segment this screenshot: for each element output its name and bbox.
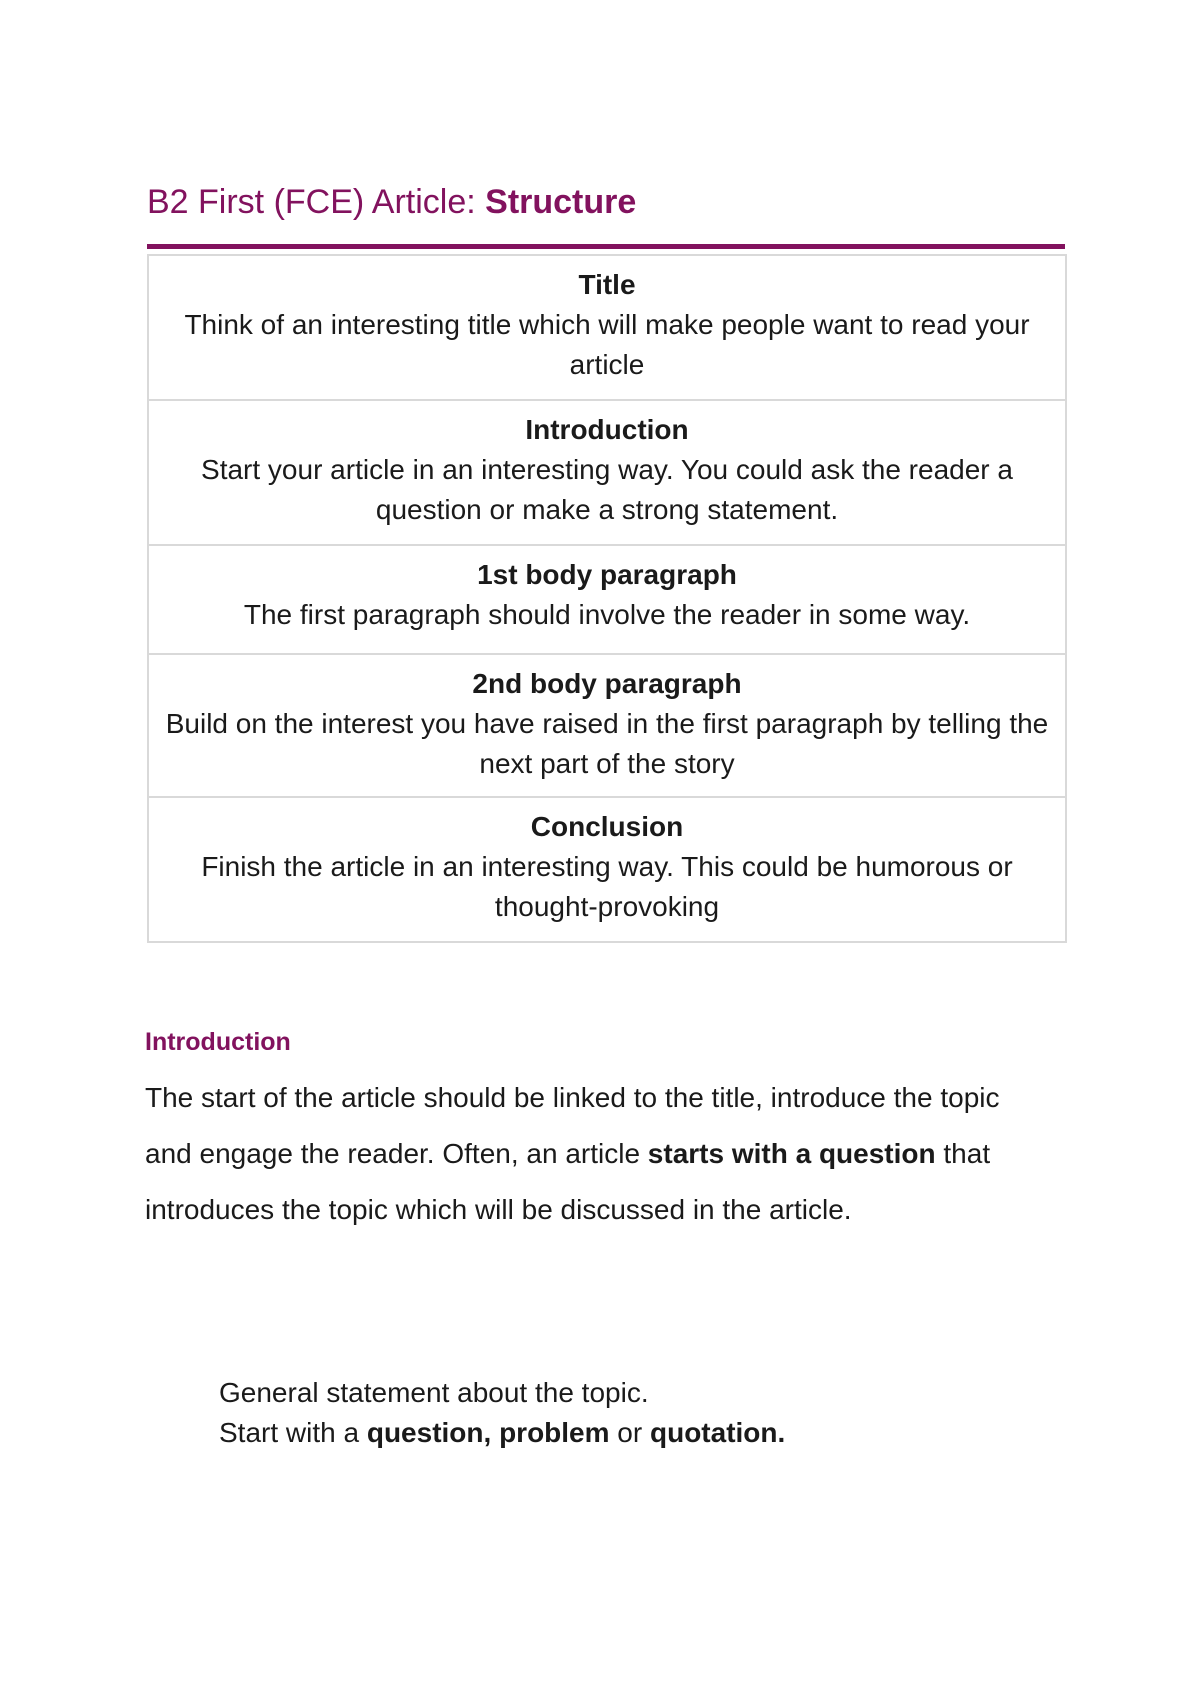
row-text: Build on the interest you have raised in the first paragraph by telling the next part of the story bbox=[165, 708, 1049, 779]
page-title-prefix: B2 First (FCE) Article: bbox=[147, 183, 486, 221]
row-text: Think of an interesting title which will make people want to read your article bbox=[184, 309, 1030, 380]
section-heading-introduction: Introduction bbox=[145, 1028, 291, 1056]
title-divider bbox=[147, 244, 1065, 249]
table-row bbox=[149, 655, 1065, 798]
tip-text: Start with a bbox=[219, 1417, 367, 1448]
tip-bold: question, problem bbox=[366, 1417, 610, 1448]
tip-line-1: General statement about the topic. bbox=[219, 1377, 649, 1408]
table-row bbox=[149, 401, 1065, 546]
tip-text: or bbox=[609, 1417, 650, 1448]
intro-text-part2: that introduces the topic which will be discussed in the article. bbox=[145, 1138, 991, 1225]
table-row bbox=[149, 256, 1065, 401]
intro-text-part1: The start of the article should be linked to the title, introduce the topic and engage the reader. Often, an article bbox=[145, 1082, 1000, 1169]
table-row bbox=[149, 798, 1065, 943]
table-row bbox=[149, 546, 1065, 655]
tip-line-2 bbox=[219, 1413, 785, 1453]
page-title-strong: Structure bbox=[485, 183, 637, 221]
row-text: Finish the article in an interesting way. This could be humorous or thought-provoking bbox=[201, 851, 1013, 922]
row-heading: Introduction bbox=[525, 414, 689, 445]
tips-block bbox=[219, 1373, 785, 1453]
intro-text-bold: starts with a question bbox=[647, 1138, 936, 1169]
row-heading: 2nd body paragraph bbox=[472, 668, 742, 699]
page-title bbox=[147, 180, 636, 224]
tip-bold: quotation. bbox=[650, 1417, 786, 1448]
row-text: Start your article in an interesting way. You could ask the reader a question or make a strong statement. bbox=[201, 454, 1013, 525]
intro-paragraph bbox=[145, 1070, 1045, 1238]
row-heading: 1st body paragraph bbox=[477, 559, 737, 590]
structure-table bbox=[147, 254, 1067, 943]
row-text: The first paragraph should involve the reader in some way. bbox=[243, 599, 971, 630]
row-heading: Title bbox=[578, 269, 636, 300]
row-heading: Conclusion bbox=[530, 811, 684, 842]
